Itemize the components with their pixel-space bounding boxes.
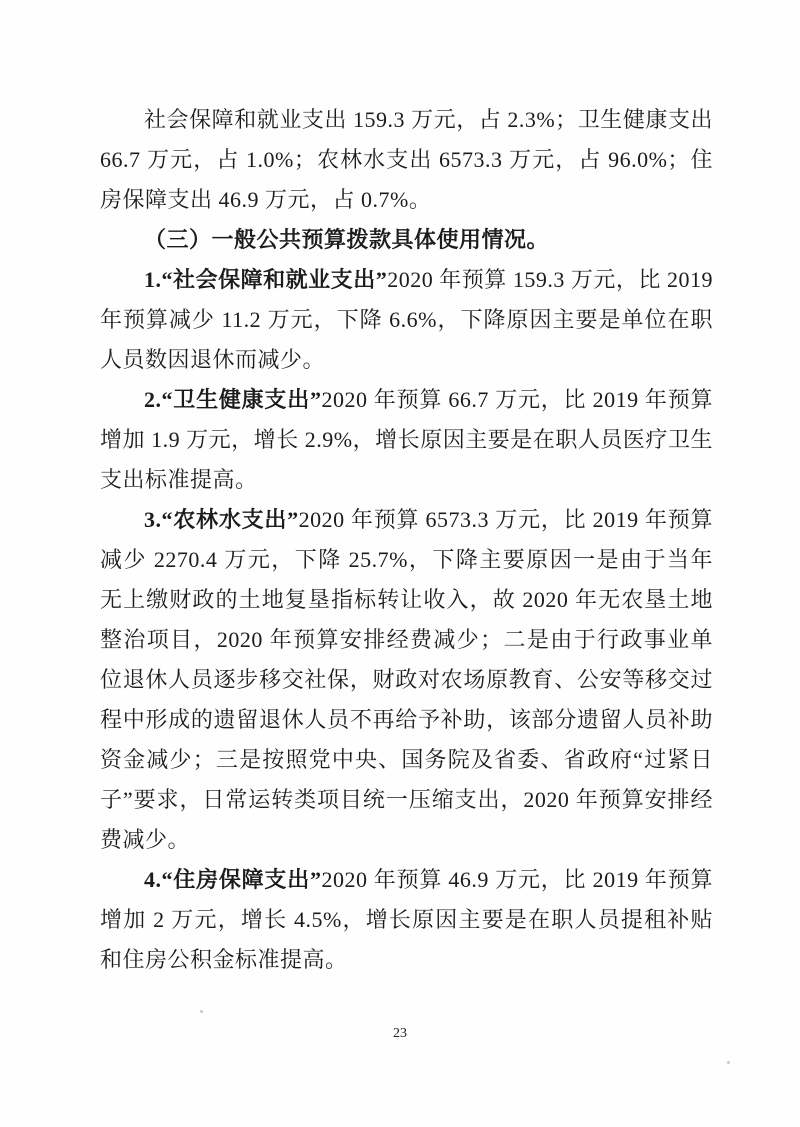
- item-2-body: 2020 年预算 66.7 万元，比 2019 年预算增加 1.9 万元，增长 2.9%，增长原因主要是在职人员医疗卫生支出标准提高。: [100, 387, 713, 492]
- paragraph-item-2: [100, 380, 713, 500]
- item-1-body: 2020 年预算 159.3 万元，比 2019 年预算减少 11.2 万元，下降 6.6%，下降原因主要是单位在职人员数因退休而减少。: [100, 267, 713, 372]
- paragraph-item-3: [100, 500, 713, 860]
- document-body: [100, 100, 713, 980]
- page-number: 23: [393, 1026, 407, 1041]
- paragraph-item-4: [100, 860, 713, 980]
- section-heading: （三）一般公共预算拨款具体使用情况。: [144, 227, 550, 252]
- scan-speck: [200, 1010, 203, 1013]
- item-3-lead: 3.“农林水支出”: [144, 507, 299, 532]
- item-4-body: 2020 年预算 46.9 万元，比 2019 年预算增加 2 万元，增长 4.5%，增长原因主要是在职人员提租补贴和住房公积金标准提高。: [100, 867, 713, 972]
- paragraph-text: 社会保障和就业支出 159.3 万元，占 2.3%；卫生健康支出 66.7 万元，占 1.0%；农林水支出 6573.3 万元，占 96.0%；住房保障支出 46.9 万元，占 0.7%。: [100, 107, 713, 212]
- item-2-lead: 2.“卫生健康支出”: [144, 387, 322, 412]
- paragraph-item-1: [100, 260, 713, 380]
- item-4-lead: 4.“住房保障支出”: [144, 867, 322, 892]
- item-1-lead: 1.“社会保障和就业支出”: [144, 267, 388, 292]
- scan-speck: [727, 1061, 730, 1064]
- paragraph-expenditure-summary: [100, 100, 713, 220]
- item-3-body: 2020 年预算 6573.3 万元，比 2019 年预算减少 2270.4 万元，下降 25.7%，下降主要原因一是由于当年无上缴财政的土地复垦指标转让收入，故 2020 年无农垦土地整治项目，2020 年预算安排经费减少；二是由于行政事业单位退休人员逐步移交社保，财政对农场原教育、公安等移交过程中形成的遗留退休人员不再给予补助，该部分遗留人员补助资金减少；三是按照党中央、国务院及省委、省政府“过紧日子”要求，日常运转类项目统一压缩支出，2020 年预算安排经费减少。: [100, 507, 713, 852]
